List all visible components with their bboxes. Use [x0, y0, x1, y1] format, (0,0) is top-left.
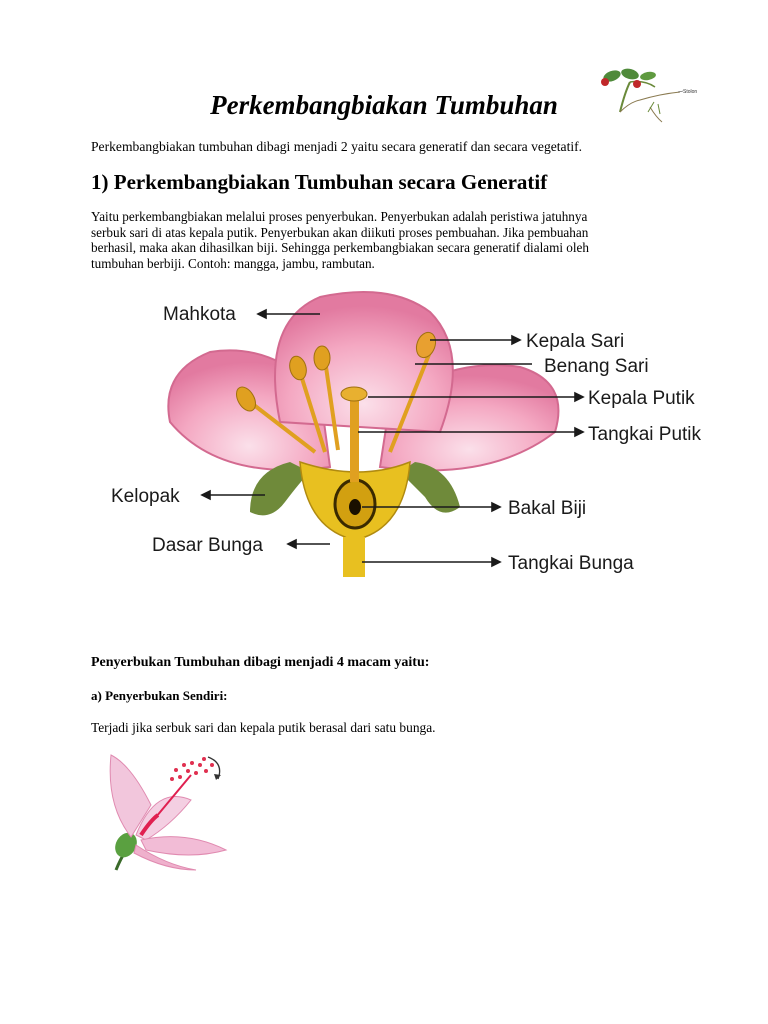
stolon-label: Stolon — [683, 89, 698, 95]
self-pollination-text: Terjadi jika serbuk sari dan kepala putik berasal dari satu bunga. — [91, 720, 436, 735]
style — [350, 397, 359, 482]
label-dasar-bunga: Dasar Bunga — [152, 535, 263, 556]
label-benang-sari: Benang Sari — [544, 356, 649, 377]
label-tangkai-bunga: Tangkai Bunga — [508, 553, 634, 574]
label-mahkota: Mahkota — [163, 304, 236, 325]
label-bakal-biji: Bakal Biji — [508, 498, 587, 519]
label-kelopak: Kelopak — [111, 486, 180, 507]
pollination-heading: Penyerbukan Tumbuhan dibagi menjadi 4 macam yaitu: — [91, 655, 430, 670]
page-title: Perkembangbiakan Tumbuhan — [210, 90, 558, 120]
label-tangkai-putik: Tangkai Putik — [588, 424, 702, 445]
paragraph-line: tumbuhan berbiji. Contoh: mangga, jambu, rambutan. — [91, 255, 375, 271]
hibiscus-flower-image — [96, 745, 236, 880]
section-heading: 1) Perkembangbiakan Tumbuhan secara Generatif — [91, 170, 548, 194]
paragraph-line: serbuk sari di atas kepala putik. Penyerbukan akan diikuti proses pembuahan. Jika pembuahan — [91, 224, 589, 240]
self-pollination-heading: a) Penyerbukan Sendiri: — [91, 688, 228, 703]
flower-anatomy-diagram — [100, 282, 740, 582]
paragraph-line: Yaitu perkembangbiakan melalui proses penyerbukan. Penyerbukan adalah peristiwa jatuhnya — [91, 209, 588, 224]
label-kepala-putik: Kepala Putik — [588, 388, 695, 409]
label-kepala-sari: Kepala Sari — [526, 331, 625, 352]
flower-stalk — [343, 537, 365, 577]
section-paragraph — [91, 209, 676, 271]
paragraph-line: berhasil, maka akan dihasilkan biji. Sehingga perkembangbiakan secara generatif dialami oleh — [91, 240, 590, 256]
intro-text: Perkembangbiakan tumbuhan dibagi menjadi 2 yaitu secara generatif dan secara vegetatif. — [91, 139, 583, 154]
stigma — [341, 387, 367, 401]
stolon-plant-icon — [590, 62, 700, 132]
